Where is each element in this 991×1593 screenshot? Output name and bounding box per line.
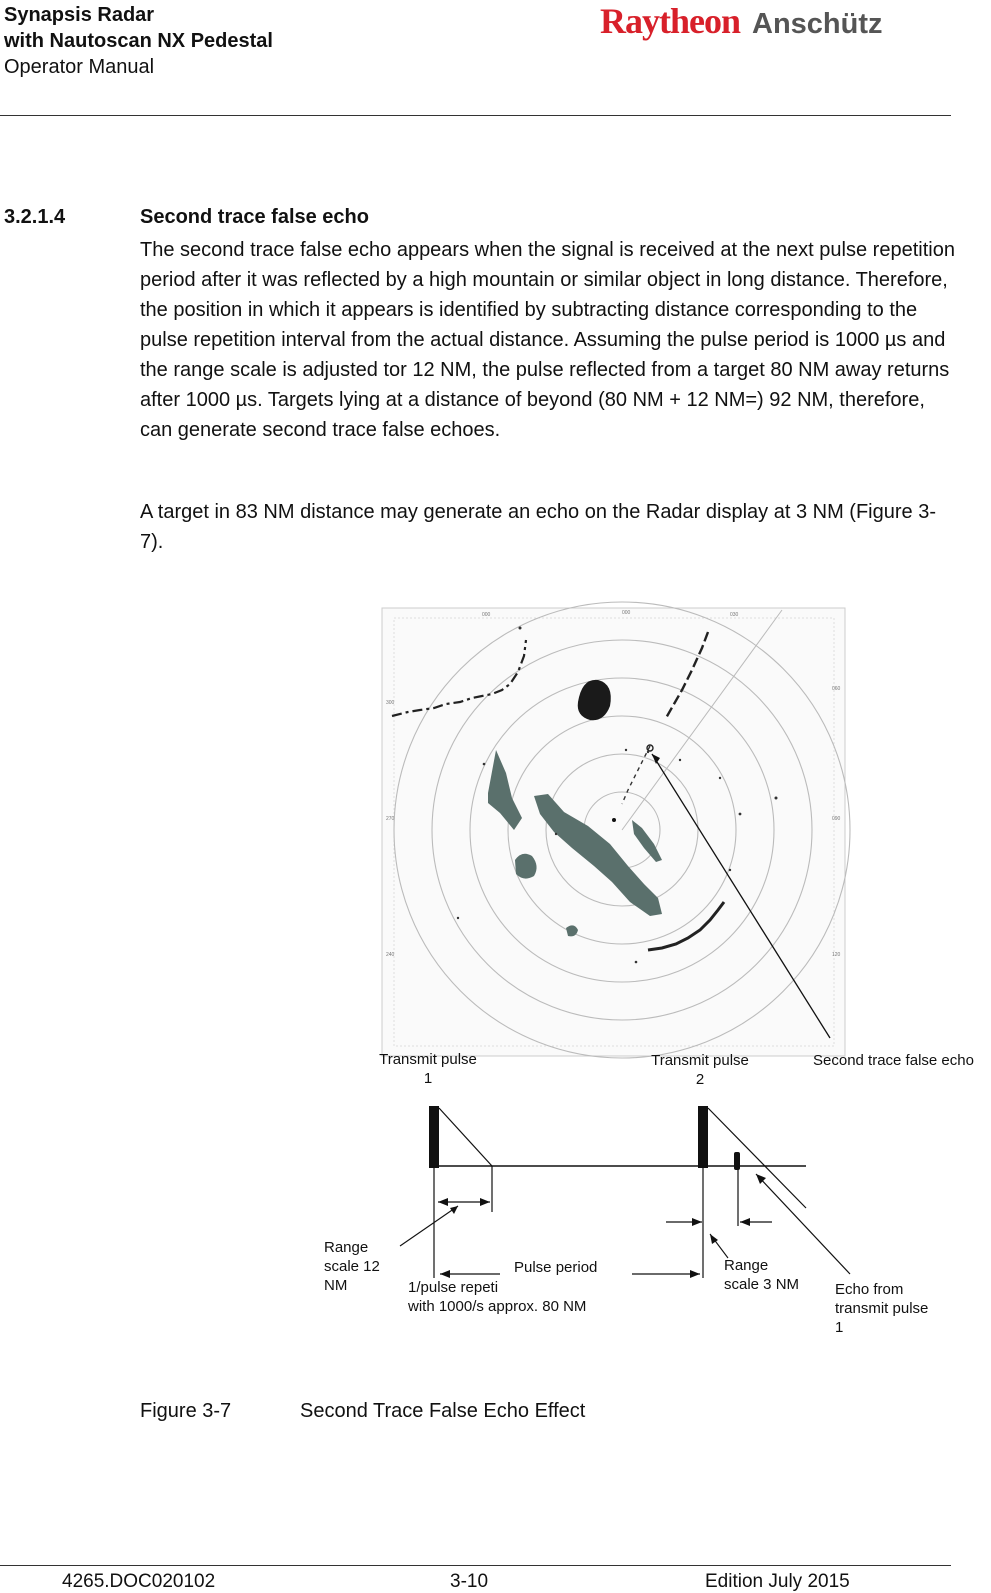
label-range-scale-12: Range scale 12 NM (324, 1239, 380, 1294)
own-ship-marker (612, 818, 616, 822)
document-header (4, 2, 273, 80)
footer-doc-number: 4265.DOC020102 (62, 1571, 216, 1592)
label-transmit-pulse-2: Transmit pulse 2 (651, 1052, 749, 1088)
ppi-scale-label: 300 (386, 700, 395, 706)
radar-ppi (382, 602, 850, 1058)
ppi-scale-label: 120 (832, 952, 841, 958)
label-range-scale-3: Range scale 3 NM (724, 1257, 800, 1293)
label-transmit-pulse-1: Transmit pulse 1 (379, 1051, 477, 1087)
figure-caption-number: Figure 3-7 (140, 1400, 232, 1422)
second-trace-echo-blip (734, 1152, 740, 1170)
section-title: Second trace false echo (140, 206, 369, 228)
header-subtitle: Operator Manual (4, 56, 155, 78)
figure-caption-title: Second Trace False Echo Effect (300, 1400, 586, 1422)
label-pulse-period: Pulse period (514, 1259, 598, 1276)
ppi-scale-label: 030 (730, 612, 739, 618)
section-paragraph-2: A target in 83 NM distance may generate an echo on the Radar display at 3 NM (Figure 3-7). (140, 501, 936, 553)
company-logo (600, 0, 883, 44)
pulse-1-range-slope (439, 1108, 492, 1166)
header-title-line2: with Nautoscan NX Pedestal (4, 30, 273, 52)
ppi-scale-label: 000 (482, 612, 491, 618)
figure-drawing (310, 598, 991, 1348)
header-title-line1: Synapsis Radar (4, 4, 155, 26)
section-number: 3.2.1.4 (4, 206, 66, 228)
logo-brand: Raytheon (600, 1, 741, 41)
range-12-pointer (400, 1206, 458, 1246)
transmit-pulse-1 (429, 1106, 439, 1168)
ppi-scale-label: 240 (386, 952, 395, 958)
figure-3-7 (310, 598, 991, 1348)
section-paragraph-1: The second trace false echo appears when the signal is received at the next pulse repetition period after it was reflected by a high mountain or similar object in long distance. Therefore, the position in which it appears is identified by subtracting distance corresponding to the pulse repetition interval from the actual distance. Assuming the pulse period is 1000 µs and the range scale is adjusted tor 12 NM, the pulse reflected from a target 80 NM away returns after 1000 µs. Targets lying at a distance of beyond (80 NM + 12 NM=) 92 NM, therefore, can generate second trace false echoes. (140, 239, 955, 441)
ppi-scale-label: 270 (386, 816, 395, 822)
label-second-trace-echo: Second trace false echo (813, 1052, 974, 1069)
ppi-frame (382, 608, 845, 1056)
ppi-scale-label: 090 (832, 816, 841, 822)
header-rule (0, 115, 951, 116)
pulse-2-range-slope (708, 1108, 806, 1208)
footer-page-number: 3-10 (450, 1571, 489, 1592)
ppi-scale-label: 000 (622, 610, 631, 616)
ppi-scale-label: 060 (832, 686, 841, 692)
footer-rule (0, 1565, 951, 1566)
logo-sub: Anschütz (752, 8, 883, 40)
label-repetition: 1/pulse repeti with 1000/s approx. 80 NM (408, 1279, 587, 1315)
pulse-timing-diagram (400, 1106, 850, 1278)
footer-edition: Edition July 2015 (705, 1571, 850, 1592)
transmit-pulse-2 (698, 1106, 708, 1168)
label-echo-from-pulse-1: Echo from transmit pulse 1 (835, 1281, 929, 1336)
